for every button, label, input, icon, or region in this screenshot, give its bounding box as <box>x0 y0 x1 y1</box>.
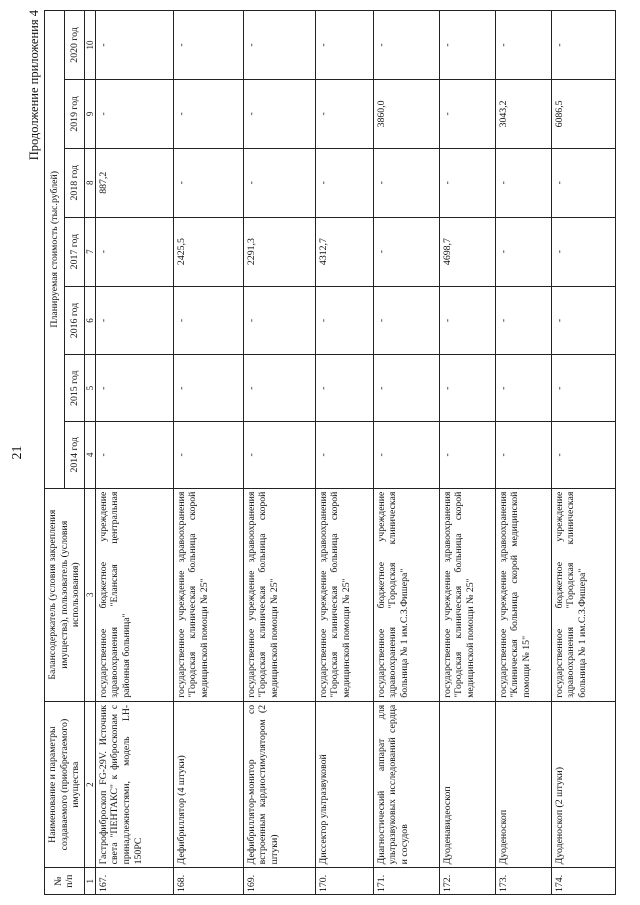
column-number: 4 <box>84 421 95 488</box>
holder-name: государственное учреждение здравоохранения "Клиническая больница скорой медицинской помощи № 15" <box>495 488 551 701</box>
header-year: 2018 год <box>64 148 84 217</box>
cost-value: - <box>495 217 551 286</box>
cost-value: - <box>315 79 373 148</box>
property-name: Диссектор ультразвуковой <box>315 701 373 868</box>
cost-value: - <box>243 148 315 217</box>
property-name: Дефибриллятор-монитор со встроенным кардиостимулятором (2 штуки) <box>243 701 315 868</box>
column-number: 9 <box>84 79 95 148</box>
holder-name: государственное бюджетное учреждение здравоохранения "Городская клиническая больница № 1 им.С.З.Фишера" <box>373 488 439 701</box>
cost-value: - <box>495 286 551 355</box>
cost-value: - <box>173 286 243 355</box>
column-number: 3 <box>84 488 95 701</box>
cost-value: - <box>95 286 173 355</box>
cost-value: - <box>95 421 173 488</box>
table-row <box>551 11 615 895</box>
holder-name: государственное бюджетное учреждение здравоохранения "Городская клиническая больница № 1 им.С.З.Фишера" <box>551 488 615 701</box>
cost-value: 2291,3 <box>243 217 315 286</box>
header-year: 2017 год <box>64 217 84 286</box>
cost-value: 6086,5 <box>551 79 615 148</box>
column-number: 7 <box>84 217 95 286</box>
property-table <box>44 10 616 895</box>
cost-value: - <box>173 11 243 80</box>
table-row <box>373 11 439 895</box>
header-no: № п/п <box>45 868 85 895</box>
column-number: 2 <box>84 701 95 868</box>
cost-value: - <box>173 79 243 148</box>
cost-value: - <box>373 421 439 488</box>
property-name: Дуоденоскоп (2 штуки) <box>551 701 615 868</box>
cost-value: - <box>95 11 173 80</box>
cost-value: 4698,7 <box>439 217 495 286</box>
cost-value: - <box>551 11 615 80</box>
holder-name: государственное бюджетное учреждение здравоохранения "Еланская центральная районная больница" <box>95 488 173 701</box>
cost-value: - <box>243 11 315 80</box>
cost-value: - <box>173 421 243 488</box>
cost-value: - <box>315 286 373 355</box>
table-row <box>243 11 315 895</box>
cost-value: - <box>315 11 373 80</box>
column-number: 8 <box>84 148 95 217</box>
page-number: 21 <box>10 445 25 460</box>
cost-value: - <box>439 11 495 80</box>
cost-value: - <box>243 355 315 422</box>
cost-value: - <box>95 355 173 422</box>
cost-value: - <box>551 217 615 286</box>
header-row <box>45 11 65 895</box>
column-number: 6 <box>84 286 95 355</box>
cost-value: - <box>373 355 439 422</box>
row-number: 169. <box>243 868 315 895</box>
cost-value: - <box>373 148 439 217</box>
cost-value: - <box>95 217 173 286</box>
header-year: 2015 год <box>64 355 84 422</box>
holder-name: государственное учреждение здравоохранения "Городская клиническая больница скорой медицинской помощи № 25" <box>173 488 243 701</box>
holder-name: государственное учреждение здравоохранения "Городская клиническая больница скорой медицинской помощи № 25" <box>439 488 495 701</box>
cost-value: - <box>439 355 495 422</box>
cost-value: - <box>495 355 551 422</box>
cost-value: - <box>315 148 373 217</box>
property-name: Дуоденоскоп <box>495 701 551 868</box>
cost-value: - <box>243 421 315 488</box>
cost-value: 887,2 <box>95 148 173 217</box>
row-number: 172. <box>439 868 495 895</box>
cost-value: 2425,5 <box>173 217 243 286</box>
header-year: 2014 год <box>64 421 84 488</box>
header-year: 2020 год <box>64 11 84 80</box>
holder-name: государственное учреждение здравоохранения "Городская клиническая больница скорой медицинской помощи № 25" <box>315 488 373 701</box>
continuation-label: Продолжение приложения 4 <box>27 10 41 161</box>
cost-value: - <box>243 79 315 148</box>
cost-value: 3860,0 <box>373 79 439 148</box>
cost-value: - <box>373 217 439 286</box>
cost-value: - <box>243 286 315 355</box>
header-planned-cost: Планируемая стоимость (тыс.рублей) <box>45 11 65 489</box>
column-numbers-row <box>84 11 95 895</box>
table-row <box>495 11 551 895</box>
row-number: 168. <box>173 868 243 895</box>
cost-value: - <box>551 286 615 355</box>
holder-name: государственное учреждение здравоохранения "Городская клиническая больница скорой медицинской помощи № 25" <box>243 488 315 701</box>
column-number: 1 <box>84 868 95 895</box>
cost-value: - <box>173 148 243 217</box>
property-name: Гастрофиброскоп FG-29V. Источник света "ПЕНТАКС" к фиброскопам с принадлежностями, модель LH-150PC <box>95 701 173 868</box>
row-number: 173. <box>495 868 551 895</box>
table-row <box>95 11 173 895</box>
cost-value: 3043,2 <box>495 79 551 148</box>
header-year: 2019 год <box>64 79 84 148</box>
header-name: Наименование и параметры создаваемого (приобретаемого) имущества <box>45 701 85 868</box>
cost-value: 4312,7 <box>315 217 373 286</box>
table-row <box>315 11 373 895</box>
header-year: 2016 год <box>64 286 84 355</box>
row-number: 171. <box>373 868 439 895</box>
row-number: 167. <box>95 868 173 895</box>
cost-value: - <box>173 355 243 422</box>
property-name: Дуоденавидеоскоп <box>439 701 495 868</box>
table-row <box>439 11 495 895</box>
cost-value: - <box>373 11 439 80</box>
cost-value: - <box>551 421 615 488</box>
property-name: Диагностический аппарат для ультразвуковых исследований сердца и сосудов <box>373 701 439 868</box>
cost-value: - <box>551 148 615 217</box>
cost-value: - <box>315 355 373 422</box>
cost-value: - <box>95 79 173 148</box>
cost-value: - <box>439 79 495 148</box>
cost-value: - <box>495 11 551 80</box>
cost-value: - <box>439 148 495 217</box>
property-name: Дефибриллятор (4 штуки) <box>173 701 243 868</box>
column-number: 10 <box>84 11 95 80</box>
cost-value: - <box>495 148 551 217</box>
cost-value: - <box>439 286 495 355</box>
cost-value: - <box>551 355 615 422</box>
row-number: 170. <box>315 868 373 895</box>
cost-value: - <box>373 286 439 355</box>
cost-value: - <box>439 421 495 488</box>
cost-value: - <box>315 421 373 488</box>
cost-value: - <box>495 421 551 488</box>
table-row <box>173 11 243 895</box>
column-number: 5 <box>84 355 95 422</box>
row-number: 174. <box>551 868 615 895</box>
header-holder: Балансодержатель (условия закрепления имущества), пользователь (условия использования) <box>45 488 85 701</box>
